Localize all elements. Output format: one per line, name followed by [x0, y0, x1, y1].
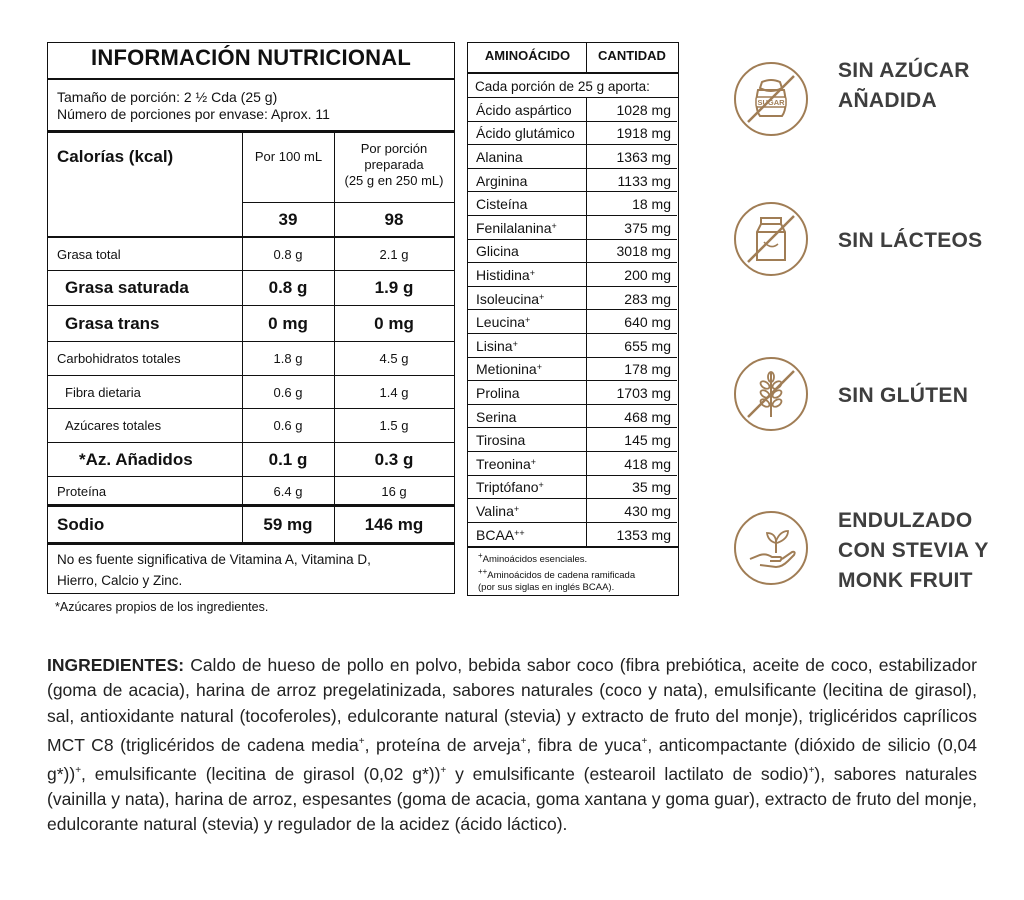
- amino-name-text: Isoleucina: [476, 290, 540, 307]
- essential-mark: +: [538, 480, 544, 491]
- footnote-mark: +: [440, 765, 447, 777]
- amino-name: [476, 358, 542, 382]
- value-per-serving: 2.1 g: [379, 246, 409, 262]
- amino-name: [476, 523, 525, 547]
- amino-quantity: 640 mg: [624, 314, 671, 331]
- amino-row: [468, 358, 677, 382]
- no-dairy-icon: [734, 202, 808, 276]
- value-per-serving: 4.5 g: [379, 351, 409, 366]
- amino-row: [468, 405, 677, 429]
- amino-name: [476, 405, 516, 429]
- value-per-100ml: 0.1 g: [268, 449, 308, 469]
- ingredients-text: , fibra de yuca: [526, 734, 642, 755]
- amino-name: [476, 192, 527, 216]
- nutrient-row: [48, 409, 453, 442]
- amino-name: [476, 216, 557, 240]
- amino-name-text: Valina: [476, 502, 514, 519]
- nutrient-label: Sodio: [57, 515, 105, 534]
- nutrient-label: Proteína: [57, 483, 107, 499]
- nutrient-label: Grasa total: [57, 246, 121, 262]
- amino-footnotes: [478, 550, 635, 594]
- footnote-mark: +: [75, 765, 82, 777]
- nutrition-title: INFORMACIÓN NUTRICIONAL: [91, 45, 411, 70]
- amino-name-text: Cisteína: [476, 196, 528, 213]
- amino-name: [476, 476, 544, 500]
- amino-row: [468, 334, 677, 358]
- amino-name-text: Fenilalanina: [476, 219, 552, 236]
- ingredients-text: , anticompactante (dióxido de silicio (0,04 g*)): [47, 734, 978, 784]
- value-per-100ml: 0.6 g: [273, 384, 303, 400]
- amino-name: [476, 263, 535, 287]
- value-per-100ml: 6.4 g: [273, 483, 303, 499]
- amino-name: [476, 287, 544, 311]
- amino-name: [476, 240, 519, 264]
- footnote-mark: +: [520, 735, 527, 747]
- divider: [48, 542, 454, 545]
- amino-name: [476, 98, 572, 122]
- essential-mark: +: [551, 220, 557, 231]
- amino-row: [468, 381, 677, 405]
- amino-name-text: Glicina: [476, 243, 519, 260]
- nutrient-label: Fibra dietaria: [65, 384, 141, 400]
- value-per-serving: 1.4 g: [379, 384, 409, 400]
- essential-mark: ++: [514, 527, 525, 538]
- amino-row: [468, 476, 677, 500]
- value-per-100ml: 59 mg: [263, 515, 313, 534]
- nutrient-label: Grasa trans: [65, 313, 160, 333]
- amino-name: [476, 145, 523, 169]
- no-gluten-icon: [734, 357, 808, 431]
- amino-quantity: 145 mg: [624, 432, 671, 449]
- amino-name: [476, 310, 530, 334]
- amino-quantity: 375 mg: [624, 219, 671, 236]
- sweetener-label: [838, 506, 989, 596]
- serving-size: Tamaño de porción: 2 ½ Cda (25 g): [57, 89, 278, 105]
- badge-line: SIN AZÚCAR: [838, 59, 970, 82]
- amino-name-text: Ácido glutámico: [476, 125, 575, 142]
- header-line: (25 g en 250 mL): [344, 173, 444, 188]
- calories-per-serving: 98: [384, 209, 404, 229]
- amino-row: [468, 523, 677, 547]
- value-per-serving: 16 g: [381, 483, 407, 499]
- amino-quantity: 1703 mg: [616, 384, 671, 401]
- amino-name-text: Arginina: [476, 172, 528, 189]
- amino-row: [468, 122, 677, 146]
- amino-name-text: Leucina: [476, 314, 526, 331]
- column-header-per-serving: [335, 141, 453, 189]
- value-per-serving: 146 mg: [364, 515, 424, 534]
- value-per-100ml: 0.8 g: [273, 246, 303, 262]
- amino-row: [468, 169, 677, 193]
- value-per-serving: 1.9 g: [374, 278, 414, 297]
- amino-quantity: 430 mg: [624, 502, 671, 519]
- value-per-100ml: 1.8 g: [273, 351, 303, 366]
- footnote-bcaa: [478, 566, 635, 582]
- amino-quantity: 1918 mg: [616, 125, 671, 142]
- column-header-per-100ml: Por 100 mL: [254, 149, 323, 164]
- amino-quantity: 18 mg: [632, 196, 671, 213]
- ingredients-paragraph: [47, 653, 977, 838]
- footnote-mark: +: [358, 735, 365, 747]
- nutrient-label: Carbohidratos totales: [57, 351, 181, 366]
- amino-name-text: Metionina: [476, 361, 537, 378]
- column-divider: [334, 507, 335, 543]
- value-per-serving: 1.5 g: [379, 418, 409, 433]
- amino-name-text: Histidina: [476, 266, 530, 283]
- amino-row: [468, 310, 677, 334]
- value-per-serving: 0.3 g: [374, 449, 414, 469]
- amino-name: [476, 334, 518, 358]
- essential-mark: +: [536, 362, 542, 373]
- amino-name-text: Alanina: [476, 148, 523, 165]
- amino-quantity: 1363 mg: [616, 148, 671, 165]
- nutrient-row: [48, 507, 453, 543]
- nutrient-label: Azúcares totales: [65, 418, 162, 433]
- footnote-mark: +: [641, 735, 648, 747]
- ingredients-text: y emulsificante (estearoil lactilato de sodio): [446, 763, 809, 784]
- calories-per-100ml: 39: [278, 209, 298, 229]
- badge-line: AÑADIDA: [838, 89, 937, 112]
- amino-name-text: Tirosina: [476, 432, 526, 449]
- amino-name: [476, 169, 527, 193]
- badge-line: MONK FRUIT: [838, 569, 973, 592]
- amino-header-quantity: CANTIDAD: [598, 48, 666, 63]
- divider: [468, 546, 678, 548]
- value-per-100ml: 0.6 g: [273, 418, 303, 433]
- amino-quantity: 1028 mg: [616, 101, 671, 118]
- amino-quantity: 1133 mg: [617, 172, 671, 189]
- footnote-mark: ++: [478, 567, 488, 577]
- footnote-text: Aminoácidos de cadena ramificada: [487, 570, 636, 582]
- calories-row: [48, 203, 453, 236]
- essential-mark: +: [529, 267, 535, 278]
- footnote-mark: +: [478, 551, 483, 560]
- amino-row: [468, 287, 677, 311]
- ingredients-label: INGREDIENTES:: [47, 655, 185, 675]
- footnote-mark: +: [808, 765, 815, 777]
- amino-row: [468, 428, 677, 452]
- amino-name: [476, 428, 525, 452]
- badge-line: CON STEVIA Y: [838, 539, 989, 562]
- ingredients-text: , proteína de arveja: [364, 734, 521, 755]
- nutrient-row: [48, 376, 453, 408]
- nutrient-row: [48, 271, 453, 305]
- header-line: Por porción: [360, 141, 428, 156]
- no-sugar-label: [838, 56, 970, 116]
- no-gluten-label: SIN GLÚTEN: [838, 384, 969, 407]
- nutrition-footer: [57, 549, 371, 591]
- amino-row: [468, 216, 677, 240]
- essential-mark: +: [513, 503, 520, 514]
- amino-quantity: 283 mg: [624, 290, 671, 307]
- calories-label: Calorías (kcal): [57, 147, 174, 166]
- amino-row: [468, 145, 677, 169]
- amino-row: [468, 192, 677, 216]
- nutrient-row: [48, 238, 453, 270]
- footnote-essential: [478, 550, 635, 566]
- amino-row: [468, 98, 677, 122]
- essential-mark: +: [539, 291, 545, 302]
- amino-acid-table: [467, 42, 679, 596]
- amino-header-name: AMINOÁCIDO: [484, 48, 571, 63]
- ingredients-text: , emulsificante (lecitina de girasol (0,02 g*)): [81, 763, 441, 784]
- amino-quantity: 655 mg: [624, 337, 671, 354]
- amino-quantity: 418 mg: [624, 455, 671, 472]
- amino-quantity: 1353 mg: [616, 526, 671, 543]
- amino-name-text: BCAA: [476, 526, 515, 543]
- amino-row: [468, 499, 677, 523]
- essential-mark: +: [530, 456, 537, 467]
- footer-line: Hierro, Calcio y Zinc.: [57, 573, 183, 588]
- amino-quantity: 35 mg: [632, 479, 671, 496]
- no-sugar-icon: [734, 62, 808, 136]
- footnote-text: Aminoácidos esenciales.: [482, 554, 588, 566]
- amino-row: [468, 240, 677, 264]
- amino-name: [476, 122, 575, 146]
- sugar-icon-label: SUGAR: [757, 98, 785, 107]
- essential-mark: +: [512, 338, 518, 349]
- value-per-serving: 0 mg: [374, 313, 414, 333]
- servings-per-container: Número de porciones por envase: Aprox. 11: [57, 106, 330, 122]
- ingredients-text: ), sabores naturales (vainilla y nata), harina de arroz, espesantes (goma de acacia, goma xantana y goma guar), extracto de fruto del monje, edulcorante natural (stevia) y regulador de la acidez (ácido láctico).: [47, 763, 978, 835]
- amino-name: [476, 499, 519, 523]
- column-divider: [586, 43, 587, 72]
- divider: [48, 78, 454, 80]
- badge-line: ENDULZADO: [838, 509, 973, 532]
- amino-name-text: Treonina: [476, 455, 531, 472]
- amino-name: [476, 381, 520, 405]
- ingredients-text: Caldo de hueso de pollo en polvo, bebida sabor coco (fibra prebiótica, aceite de coco, estabilizador (goma de acacia), harina de arroz pregelatinizada, sabores naturales (coco y nata), emulsificante (lecitina de girasol), sal, antioxidante natural (tocoferoles), edulcorante natural (stevia) y extracto de fruto del monje), triglicéridos caprílicos MCT C8 (triglicéridos de cadena media: [47, 655, 977, 755]
- column-divider: [242, 507, 243, 543]
- amino-quantity: 3018 mg: [616, 243, 671, 260]
- amino-row: [468, 452, 677, 476]
- divider: [468, 72, 678, 74]
- amino-name-text: Lisina: [476, 337, 513, 354]
- amino-quantity: 468 mg: [624, 408, 671, 425]
- nutrient-label: *Az. Añadidos: [79, 449, 193, 469]
- amino-name-text: Prolina: [476, 384, 520, 401]
- no-dairy-label: SIN LÁCTEOS: [838, 229, 983, 252]
- nutrient-row: [48, 443, 453, 476]
- nutrient-row: [48, 342, 453, 375]
- nutrient-row: [48, 477, 453, 505]
- value-per-100ml: 0 mg: [268, 313, 308, 333]
- divider: [48, 130, 454, 133]
- column-divider: [586, 98, 587, 547]
- amino-name: [476, 452, 536, 476]
- serving-info: [57, 89, 330, 123]
- amino-row: [468, 263, 677, 287]
- amino-quantity: 200 mg: [624, 266, 671, 283]
- footer-line: No es fuente significativa de Vitamina A, Vitamina D,: [57, 552, 371, 567]
- nutrition-facts-table: [47, 42, 455, 594]
- added-sugar-note: *Azúcares propios de los ingredientes.: [55, 600, 269, 614]
- nutrient-row: [48, 306, 453, 341]
- amino-quantity: 178 mg: [624, 361, 671, 378]
- plant-hand-icon: [734, 511, 808, 585]
- value-per-100ml: 0.8 g: [268, 278, 308, 297]
- amino-name-text: Ácido aspártico: [476, 101, 572, 118]
- nutrient-label: Grasa saturada: [65, 278, 189, 297]
- footnote-bcaa-note: (por sus siglas en inglés BCAA).: [478, 582, 615, 594]
- essential-mark: +: [525, 315, 531, 326]
- amino-name-text: Serina: [476, 408, 517, 425]
- header-line: preparada: [364, 157, 424, 172]
- amino-name-text: Triptófano: [476, 479, 539, 496]
- amino-subheader: Cada porción de 25 g aporta:: [475, 79, 650, 94]
